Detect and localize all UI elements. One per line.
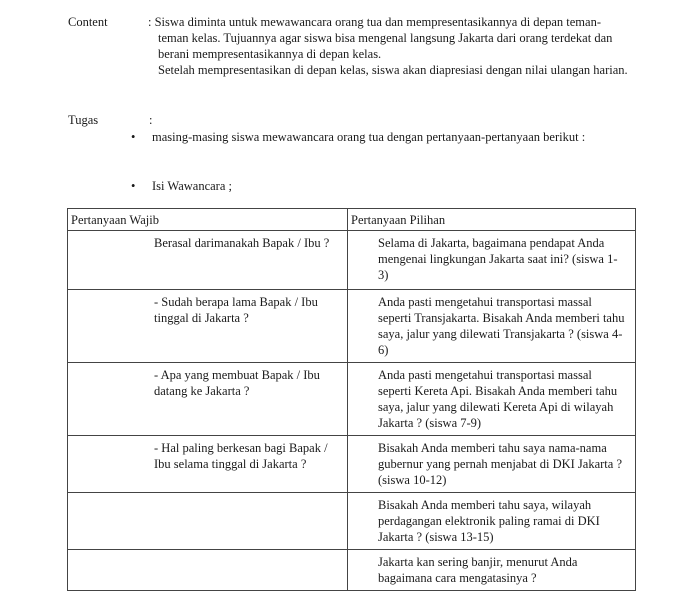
wajib-cell: - Sudah berapa lama Bapak / Ibu tinggal di Jakarta ? xyxy=(68,290,348,363)
wajib-cell: Berasal darimanakah Bapak / Ibu ? xyxy=(68,231,348,290)
wajib-cell xyxy=(68,493,348,550)
wajib-cell: - Apa yang membuat Bapak / Ibu datang ke Jakarta ? xyxy=(68,363,348,436)
table-row xyxy=(68,493,636,550)
content-description xyxy=(148,14,628,78)
table-row xyxy=(68,550,636,591)
table-header-row xyxy=(68,209,636,231)
table-row xyxy=(68,231,636,290)
header-pertanyaan-wajib: Pertanyaan Wajib xyxy=(68,209,348,231)
pilihan-cell: Anda pasti mengetahui transportasi massal seperti Transjakarta. Bisakah Anda memberi tahu saya, jalur yang dilewati Transjakarta ? (siswa 4-6) xyxy=(348,290,636,363)
pilihan-cell: Selama di Jakarta, bagaimana pendapat Anda mengenai lingkungan Jakarta saat ini? (siswa 1-3) xyxy=(348,231,636,290)
bullet-icon: • xyxy=(131,179,136,193)
header-pertanyaan-pilihan: Pertanyaan Pilihan xyxy=(348,209,636,231)
content-paragraph-2: Setelah mempresentasikan di depan kelas, siswa akan diapresiasi dengan nilai ulangan harian. xyxy=(158,63,628,77)
tugas-label: Tugas xyxy=(68,113,99,127)
bullet-icon: • xyxy=(131,130,136,144)
table-row xyxy=(68,290,636,363)
pilihan-cell: Bisakah Anda memberi tahu saya nama-nama gubernur yang pernah menjabat di DKI Jakarta ? (siswa 10-12) xyxy=(348,436,636,493)
pilihan-cell: Jakarta kan sering banjir, menurut Anda bagaimana cara mengatasinya ? xyxy=(348,550,636,591)
tugas-bullet-2: Isi Wawancara ; xyxy=(152,179,232,193)
table-row xyxy=(68,436,636,493)
pilihan-cell: Anda pasti mengetahui transportasi massal seperti Kereta Api. Bisakah Anda memberi tahu saya, jalur yang dilewati Kereta Api di wilayah Jakarta ? (siswa 7-9) xyxy=(348,363,636,436)
wajib-cell xyxy=(68,550,348,591)
interview-questions-table xyxy=(67,208,636,591)
pilihan-cell: Bisakah Anda memberi tahu saya, wilayah perdagangan elektronik paling ramai di DKI Jakarta ? (siswa 13-15) xyxy=(348,493,636,550)
tugas-colon: : xyxy=(149,113,153,127)
tugas-bullet-1: masing-masing siswa mewawancara orang tua dengan pertanyaan-pertanyaan berikut : xyxy=(152,130,586,144)
content-label: Content xyxy=(68,15,108,29)
content-paragraph-1: : Siswa diminta untuk mewawancara orang tua dan mempresentasikannya di depan teman-teman kelas. Tujuannya agar siswa bisa mengenal langsung Jakarta dari orang terdekat dan berani mempresentasikannya di depan kelas. xyxy=(148,15,613,61)
wajib-cell: - Hal paling berkesan bagi Bapak / Ibu selama tinggal di Jakarta ? xyxy=(68,436,348,493)
table-row xyxy=(68,363,636,436)
